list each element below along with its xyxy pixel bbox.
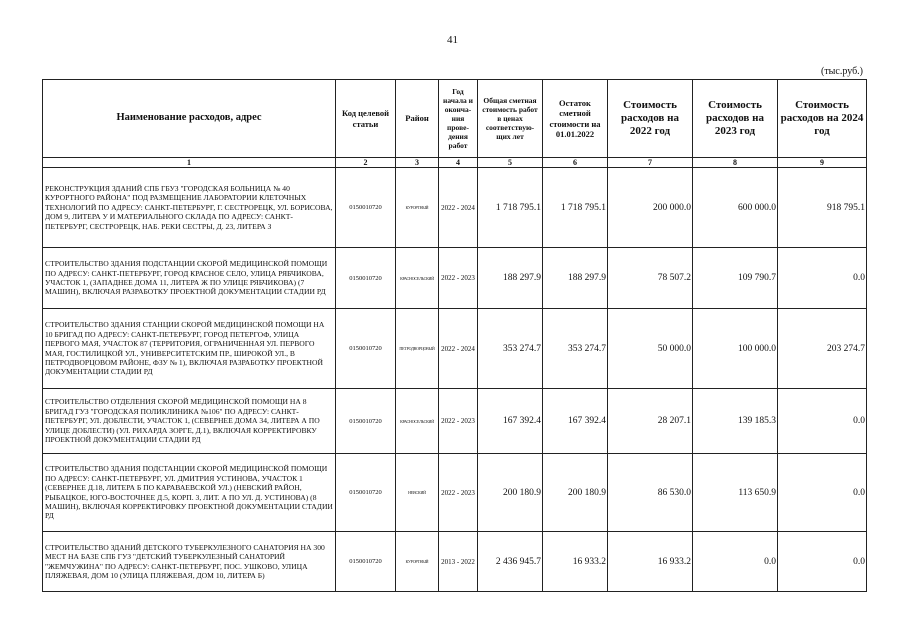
header-cost-2022: Стоимость расходов на 2022 год xyxy=(608,80,693,158)
column-number-row xyxy=(43,158,867,168)
row-code: 0150010720 xyxy=(336,532,396,592)
row-name: СТРОИТЕЛЬСТВО ЗДАНИЙ ДЕТСКОГО ТУБЕРКУЛЕЗНОГО САНАТОРИЯ НА 300 МЕСТ НА БАЗЕ СПБ ГУЗ "ДЕТСКИЙ ТУБЕРКУЛЕЗНЫЙ САНАТОРИЙ "ЖЕМЧУЖИНА" ПО АДРЕСУ: САНКТ-ПЕТЕРБУРГ, ПОС. УШКОВО, УЛИЦА ПЛЯЖЕВАЯ, ДОМ 10 (УЛИЦА ПЛЯЖЕВАЯ, ДОМ 10, ЛИТЕРА Б) xyxy=(43,532,336,592)
row-total: 167 392.4 xyxy=(478,389,543,454)
row-years: 2022 - 2023 xyxy=(439,248,478,309)
column-number: 8 xyxy=(693,158,778,168)
row-district: ПЕТРОДВОРЦОВЫЙ xyxy=(396,309,439,389)
row-total: 188 297.9 xyxy=(478,248,543,309)
column-number: 3 xyxy=(396,158,439,168)
expenses-table xyxy=(42,79,867,592)
row-cost-2023: 113 650.9 xyxy=(693,454,778,532)
column-number: 4 xyxy=(439,158,478,168)
row-years: 2013 - 2022 xyxy=(439,532,478,592)
row-cost-2022: 28 207.1 xyxy=(608,389,693,454)
header-code: Код целевой статьи xyxy=(336,80,396,158)
row-cost-2022: 86 530.0 xyxy=(608,454,693,532)
row-cost-2024: 203 274.7 xyxy=(778,309,867,389)
row-years: 2022 - 2023 xyxy=(439,389,478,454)
page-number: 41 xyxy=(447,34,458,46)
row-name: СТРОИТЕЛЬСТВО ОТДЕЛЕНИЯ СКОРОЙ МЕДИЦИНСКОЙ ПОМОЩИ НА 8 БРИГАД ГУЗ "ГОРОДСКАЯ ПОЛИКЛИНИКА №106" ПО АДРЕСУ: САНКТ-ПЕТЕРБУРГ, УЛ. ДОБЛЕСТИ, УЧАСТОК 1, (СЕВЕРНЕЕ ДОМА 34, ЛИТЕРА А ПО УЛИЦЕ ДОБЛЕСТИ) (УЛ. РИХАРДА ЗОРГЕ, Д.1), ВКЛЮЧАЯ КОРРЕКТИРОВКУ ПРОЕКТНОЙ ДОКУМЕНТАЦИИ СТАДИИ РД xyxy=(43,389,336,454)
header-cost-2024: Стоимость расходов на 2024 год xyxy=(778,80,867,158)
header-name: Наименование расходов, адрес xyxy=(43,80,336,158)
row-cost-2024: 0.0 xyxy=(778,248,867,309)
row-district: КРАСНОСЕЛЬСКИЙ xyxy=(396,389,439,454)
row-district: КУРОРТНЫЙ xyxy=(396,168,439,248)
row-cost-2024: 0.0 xyxy=(778,454,867,532)
row-cost-2024: 918 795.1 xyxy=(778,168,867,248)
row-total: 2 436 945.7 xyxy=(478,532,543,592)
row-cost-2024: 0.0 xyxy=(778,389,867,454)
row-code: 0150010720 xyxy=(336,389,396,454)
table-row xyxy=(43,168,867,248)
column-number: 6 xyxy=(543,158,608,168)
row-cost-2023: 139 185.3 xyxy=(693,389,778,454)
row-years: 2022 - 2023 xyxy=(439,454,478,532)
row-name: СТРОИТЕЛЬСТВО ЗДАНИЯ ПОДСТАНЦИИ СКОРОЙ МЕДИЦИНСКОЙ ПОМОЩИ ПО АДРЕСУ: САНКТ-ПЕТЕРБУРГ, ГОРОД КРАСНОЕ СЕЛО, УЛИЦА РЯБЧИКОВА, УЧАСТОК 1, (ЗАПАДНЕЕ ДОМА 11, ЛИТЕРА Ж ПО УЛИЦЕ РЯБЧИКОВА) (7 МАШИН), ВКЛЮЧАЯ РАЗРАБОТКУ ПРОЕКТНОЙ ДОКУМЕНТАЦИИ СТАДИИ РД xyxy=(43,248,336,309)
header-cost-2023: Стоимость расходов на 2023 год xyxy=(693,80,778,158)
units-label: (тыс.руб.) xyxy=(820,66,863,77)
column-number: 2 xyxy=(336,158,396,168)
row-name: СТРОИТЕЛЬСТВО ЗДАНИЯ СТАНЦИИ СКОРОЙ МЕДИЦИНСКОЙ ПОМОЩИ НА 10 БРИГАД ПО АДРЕСУ: САНКТ-ПЕТЕРБУРГ, ГОРОД ПЕТЕРГОФ, УЛИЦА ПЕРВОГО МАЯ, УЧАСТОК 87 (ТЕРРИТОРИЯ, ОГРАНИЧЕННАЯ УЛ. ПЕРВОГО МАЯ, ГОСТИЛИЦКОЙ УЛ., УНИВЕРСИТЕТСКИМ ПР., ШИРОКОЙ УЛ., В ПЕТРОДВОРЦОВОМ РАЙОНЕ, ФЗУ № 1), ВКЛЮЧАЯ РАЗРАБОТКУ ПРОЕКТНОЙ ДОКУМЕНТАЦИИ СТАДИИ РД xyxy=(43,309,336,389)
header-row xyxy=(43,80,867,158)
column-number: 1 xyxy=(43,158,336,168)
row-district: КРАСНОСЕЛЬСКИЙ xyxy=(396,248,439,309)
row-years: 2022 - 2024 xyxy=(439,309,478,389)
row-cost-2022: 78 507.2 xyxy=(608,248,693,309)
row-cost-2023: 600 000.0 xyxy=(693,168,778,248)
row-total: 353 274.7 xyxy=(478,309,543,389)
column-number: 5 xyxy=(478,158,543,168)
row-code: 0150010720 xyxy=(336,309,396,389)
column-number: 7 xyxy=(608,158,693,168)
row-remainder: 200 180.9 xyxy=(543,454,608,532)
row-remainder: 16 933.2 xyxy=(543,532,608,592)
header-years: Год начала и оконча-ния прове-дения работ xyxy=(439,80,478,158)
row-cost-2022: 16 933.2 xyxy=(608,532,693,592)
row-district: НЕВСКИЙ xyxy=(396,454,439,532)
row-name: СТРОИТЕЛЬСТВО ЗДАНИЯ ПОДСТАНЦИИ СКОРОЙ МЕДИЦИНСКОЙ ПОМОЩИ ПО АДРЕСУ: САНКТ-ПЕТЕРБУРГ, УЛ. ДМИТРИЯ УСТИНОВА, УЧАСТОК 1 (СЕВЕРНЕЕ Д.18, ЛИТЕРА Б ПО КАРАВАЕВСКОЙ УЛ.) (НЕВСКИЙ РАЙОН, РЫБАЦКОЕ, ЮГО-ВОСТОЧНЕЕ Д.5, КОРП. 3, ЛИТ. А ПО УЛ. Д. УСТИНОВА) (8 МАШИН), ВКЛЮЧАЯ КОРРЕКТИРОВКУ ПРОЕКТНОЙ ДОКУМЕНТАЦИИ СТАДИИ РД xyxy=(43,454,336,532)
row-cost-2023: 0.0 xyxy=(693,532,778,592)
row-name: РЕКОНСТРУКЦИЯ ЗДАНИЙ СПБ ГБУЗ "ГОРОДСКАЯ БОЛЬНИЦА № 40 КУРОРТНОГО РАЙОНА" ПОД РАЗМЕЩЕНИЕ ЛАБОРАТОРИИ КЛЕТОЧНЫХ ТЕХНОЛОГИЙ ПО АДРЕСУ: САНКТ-ПЕТЕРБУРГ, Г. СЕСТРОРЕЦК, УЛ. БОРИСОВА, ДОМ 9, ЛИТЕРА У И МАТЕРИАЛЬНОГО СКЛАДА ПО АДРЕСУ: САНКТ-ПЕТЕРБУРГ, СЕСТРОРЕЦК, НАБ. РЕКИ СЕСТРЫ, Д. 23, ЛИТЕРА З xyxy=(43,168,336,248)
table-row xyxy=(43,248,867,309)
row-remainder: 188 297.9 xyxy=(543,248,608,309)
row-years: 2022 - 2024 xyxy=(439,168,478,248)
table-row xyxy=(43,389,867,454)
header-total-cost: Общая сметная стоимость работ в ценах соответствую-щих лет xyxy=(478,80,543,158)
row-total: 200 180.9 xyxy=(478,454,543,532)
row-cost-2023: 100 000.0 xyxy=(693,309,778,389)
row-code: 0150010720 xyxy=(336,454,396,532)
table-row xyxy=(43,532,867,592)
row-cost-2022: 50 000.0 xyxy=(608,309,693,389)
row-district: КУРОРТНЫЙ xyxy=(396,532,439,592)
table-row xyxy=(43,454,867,532)
row-code: 0150010720 xyxy=(336,168,396,248)
row-code: 0150010720 xyxy=(336,248,396,309)
header-district: Район xyxy=(396,80,439,158)
row-remainder: 353 274.7 xyxy=(543,309,608,389)
row-remainder: 1 718 795.1 xyxy=(543,168,608,248)
row-cost-2023: 109 790.7 xyxy=(693,248,778,309)
row-cost-2024: 0.0 xyxy=(778,532,867,592)
row-remainder: 167 392.4 xyxy=(543,389,608,454)
table-row xyxy=(43,309,867,389)
row-cost-2022: 200 000.0 xyxy=(608,168,693,248)
header-remainder: Остаток сметной стоимости на 01.01.2022 xyxy=(543,80,608,158)
column-number: 9 xyxy=(778,158,867,168)
row-total: 1 718 795.1 xyxy=(478,168,543,248)
